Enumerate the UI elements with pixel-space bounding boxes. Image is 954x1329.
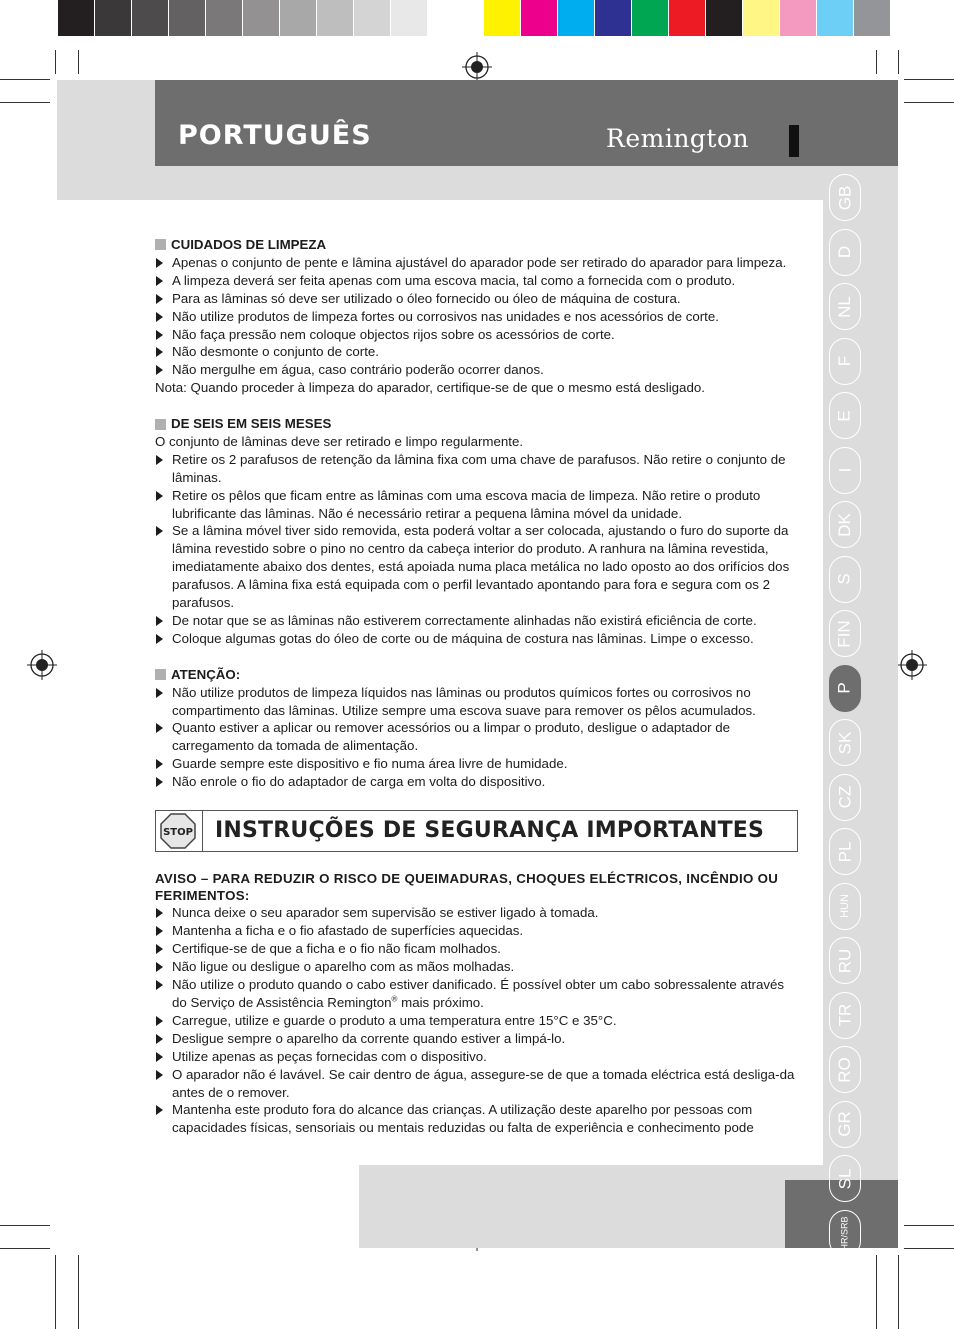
- color-swatch: [428, 0, 464, 36]
- color-swatch: [743, 0, 779, 36]
- page-title: PORTUGUÊS: [178, 120, 372, 151]
- calibration-grays: [58, 0, 465, 38]
- language-tab-f[interactable]: F: [829, 338, 861, 385]
- language-tab-p[interactable]: P: [829, 665, 861, 712]
- language-tab-hr-srb[interactable]: HR/SRB: [829, 1210, 861, 1257]
- language-tab-i[interactable]: I: [829, 447, 861, 494]
- list-item: Mantenha este produto fora do alcance das crianças. A utilização deste aparelho por pessoas com capacidades físicas, sensoriais ou mentais reduzidas ou falta de experiência e conhecimento pode: [155, 1101, 800, 1137]
- list-item: Não mergulhe em água, caso contrário poderão ocorrer danos.: [155, 361, 800, 379]
- six-months-list: [155, 451, 800, 648]
- attention-list: [155, 684, 800, 791]
- crop-mark: [0, 102, 50, 103]
- list-item: Não utilize o produto quando o cabo estiver danificado. É possível obter um cabo sobressalente através do Serviço de Assistência Remington® mais próximo.: [155, 976, 800, 1012]
- crop-mark: [898, 50, 899, 74]
- list-item: Apenas o conjunto de pente e lâmina ajustável do aparador pode ser retirado do aparador para limpeza.: [155, 254, 800, 272]
- list-item: Carregue, utilize e guarde o produto a uma temperatura entre 15°C e 35°C.: [155, 1012, 800, 1030]
- list-item: Retire os 2 parafusos de retenção da lâmina fixa com uma chave de parafusos. Não retire o conjunto de lâminas.: [155, 451, 800, 487]
- color-swatch: [169, 0, 205, 36]
- brand-logo: Remington: [606, 124, 750, 153]
- list-item: Guarde sempre este dispositivo e fio numa área livre de humidade.: [155, 755, 800, 773]
- language-tab-tr[interactable]: TR: [829, 992, 861, 1039]
- list-item: Mantenha a ficha e o fio afastado de superfícies aquecidas.: [155, 922, 800, 940]
- crop-mark: [0, 1225, 50, 1226]
- six-months-intro: O conjunto de lâminas deve ser retirado e limpo regularmente.: [155, 433, 524, 449]
- square-bullet-icon: [155, 419, 166, 430]
- list-item: Não desmonte o conjunto de corte.: [155, 343, 800, 361]
- stop-sign-icon: [160, 813, 196, 849]
- main-content: [155, 236, 800, 1137]
- registration-mark-icon: [27, 650, 57, 680]
- crop-mark: [904, 1225, 954, 1226]
- registration-mark-icon: [462, 52, 492, 82]
- list-item: Retire os pêlos que ficam entre as lâminas com uma escova macia de limpeza. Não retire o produto lubrificante das lâminas. Não é necessário retirar a pequena lâmina móvel da unidade.: [155, 487, 800, 523]
- registered-mark: ®: [391, 994, 398, 1004]
- language-tab-s[interactable]: S: [829, 556, 861, 603]
- list-item: Desligue sempre o aparelho da corrente quando estiver a limpá-lo.: [155, 1030, 800, 1048]
- section-heading: CUIDADOS DE LIMPEZA: [155, 236, 800, 254]
- language-tab-d[interactable]: D: [829, 229, 861, 276]
- cleaning-list: [155, 254, 800, 379]
- list-item: A limpeza deverá ser feita apenas com uma escova macia, tal como a fornecida com o produto.: [155, 272, 800, 290]
- color-swatch: [132, 0, 168, 36]
- language-tab-sl[interactable]: SL: [829, 1155, 861, 1202]
- list-item: O aparador não é lavável. Se cair dentro de água, assegure-se de que a tomada eléctrica está desliga-da antes de o remover.: [155, 1066, 800, 1102]
- color-swatch: [95, 0, 131, 36]
- divider: [202, 810, 203, 852]
- square-bullet-icon: [155, 239, 166, 250]
- color-swatch: [317, 0, 353, 36]
- language-tab-ro[interactable]: RO: [829, 1046, 861, 1093]
- color-swatch: [817, 0, 853, 36]
- color-swatch: [58, 0, 94, 36]
- crop-mark: [0, 1248, 50, 1249]
- list-item: Se a lâmina móvel tiver sido removida, esta poderá voltar a ser colocada, ajustando o furo do suporte da lâmina revestido sobre o pino no centro da cabeça interior do produto. A ranhura na lâmina revestida, imediatamente abaixo dos dentes, está apoiada numa placa metálica no lado oposto ao dos orifícios dos parafusos. A lâmina fixa está equipada com o perfil levantado apontando para fora e segura com os 2 parafusos.: [155, 522, 800, 612]
- list-item: Utilize apenas as peças fornecidas com o dispositivo.: [155, 1048, 800, 1066]
- language-tab-cz[interactable]: CZ: [829, 774, 861, 821]
- warning-heading: AVISO – PARA REDUZIR O RISCO DE QUEIMADURAS, CHOQUES ELÉCTRICOS, INCÊNDIO OU FERIMENTOS:: [155, 871, 779, 904]
- calibration-colors: [484, 0, 891, 38]
- list-item: Nunca deixe o seu aparador sem supervisão se estiver ligado à tomada.: [155, 904, 800, 922]
- color-swatch: [243, 0, 279, 36]
- cleaning-note: Nota: Quando proceder à limpeza do aparador, certifique-se de que o mesmo está desligado.: [155, 380, 705, 396]
- brand-logo-bar: [789, 125, 799, 157]
- section-heading: ATENÇÃO:: [155, 666, 800, 684]
- list-item: Quanto estiver a aplicar ou remover acessórios ou a limpar o produto, desligue o adaptador de carregamento da tomada de alimentação.: [155, 719, 800, 755]
- language-tab-sk[interactable]: SK: [829, 719, 861, 766]
- square-bullet-icon: [155, 669, 166, 680]
- language-tab-pl[interactable]: PL: [829, 828, 861, 875]
- stop-sign-label: STOP: [163, 827, 193, 839]
- language-tab-fin[interactable]: FIN: [829, 610, 861, 657]
- page-header: [155, 80, 898, 166]
- section-heading: DE SEIS EM SEIS MESES: [155, 415, 800, 433]
- crop-mark: [78, 1255, 79, 1329]
- color-swatch: [206, 0, 242, 36]
- language-tabs: [829, 174, 863, 1319]
- language-tab-ru[interactable]: RU: [829, 937, 861, 984]
- list-item: Não enrole o fio do adaptador de carga em volta do dispositivo.: [155, 773, 800, 791]
- crop-mark: [904, 102, 954, 103]
- registration-mark-icon: [897, 650, 927, 680]
- list-item: Não ligue ou desligue o aparelho com as mãos molhadas.: [155, 958, 800, 976]
- color-swatch: [706, 0, 742, 36]
- language-tab-hun[interactable]: HUN: [829, 883, 861, 930]
- crop-mark: [0, 79, 50, 80]
- crop-mark: [904, 79, 954, 80]
- color-swatch: [669, 0, 705, 36]
- language-tab-e[interactable]: E: [829, 392, 861, 439]
- color-swatch: [521, 0, 557, 36]
- list-item: De notar que se as lâminas não estiverem correctamente alinhadas não existirá eficiência de corte.: [155, 612, 800, 630]
- language-tab-gr[interactable]: GR: [829, 1101, 861, 1148]
- color-swatch: [595, 0, 631, 36]
- color-swatch: [391, 0, 427, 36]
- language-tab-gb[interactable]: GB: [829, 174, 861, 221]
- color-swatch: [280, 0, 316, 36]
- crop-mark: [876, 50, 877, 74]
- language-tab-nl[interactable]: NL: [829, 283, 861, 330]
- list-item: Não utilize produtos de limpeza líquidos nas lâminas ou produtos químicos fortes ou corrosivos no compartimento das lâminas. Utilize sempre uma escova suave para remover os pêlos acumulados.: [155, 684, 800, 720]
- color-swatch: [558, 0, 594, 36]
- crop-mark: [55, 1255, 56, 1329]
- list-item: Certifique-se de que a ficha e o fio não ficam molhados.: [155, 940, 800, 958]
- list-item: Para as lâminas só deve ser utilizado o óleo fornecido ou óleo de máquina de costura.: [155, 290, 800, 308]
- color-swatch: [354, 0, 390, 36]
- safety-title: INSTRUÇÕES DE SEGURANÇA IMPORTANTES: [215, 818, 765, 844]
- crop-mark: [876, 1255, 877, 1329]
- list-item: Não utilize produtos de limpeza fortes ou corrosivos nas unidades e nos acessórios de corte.: [155, 308, 800, 326]
- safety-list: [155, 904, 800, 1137]
- crop-mark: [55, 50, 56, 74]
- list-item: Não faça pressão nem coloque objectos rijos sobre os acessórios de corte.: [155, 326, 800, 344]
- color-swatch: [484, 0, 520, 36]
- crop-mark: [898, 1255, 899, 1329]
- language-tab-ae[interactable]: AE: [829, 1264, 861, 1311]
- color-swatch: [780, 0, 816, 36]
- color-swatch: [632, 0, 668, 36]
- color-swatch: [854, 0, 890, 36]
- crop-mark: [78, 50, 79, 74]
- list-item: Coloque algumas gotas do óleo de corte ou de máquina de costura nas lâminas. Limpe o excesso.: [155, 630, 800, 648]
- crop-mark: [904, 1248, 954, 1249]
- safety-heading-box: [155, 810, 798, 852]
- language-tab-dk[interactable]: DK: [829, 501, 861, 548]
